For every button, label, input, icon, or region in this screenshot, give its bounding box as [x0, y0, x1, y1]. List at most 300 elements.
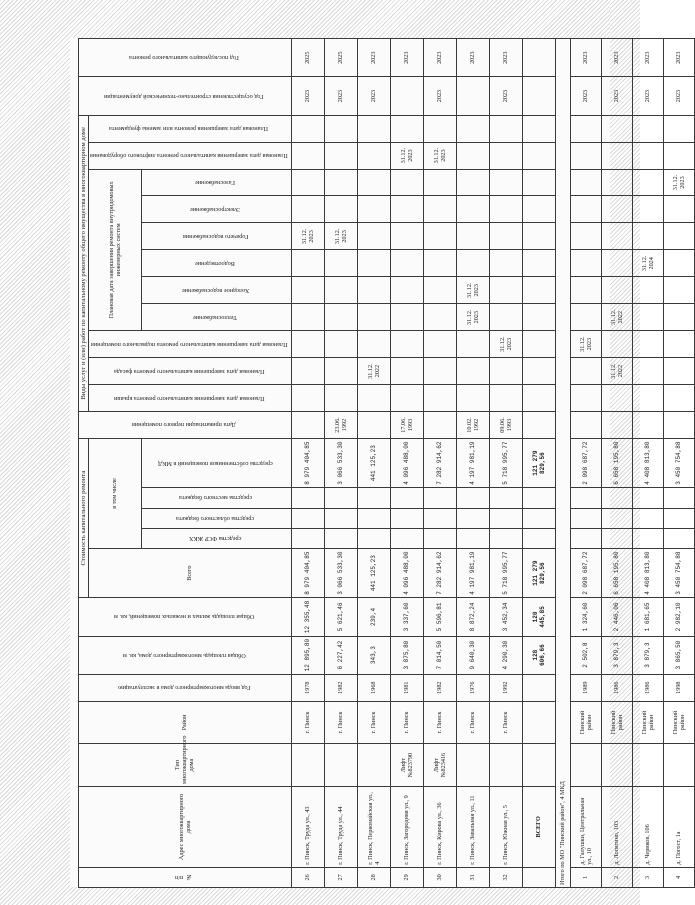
cell-basement [423, 331, 456, 358]
cell-survey [456, 77, 489, 115]
cell-regional [570, 508, 601, 528]
cell-local [291, 488, 324, 508]
table-row [570, 39, 601, 888]
cell-found [632, 115, 663, 142]
total-owners: 121 279 829,56 [522, 438, 555, 487]
cell-roof [357, 385, 390, 412]
cell-owners: 3 450 754,88 [663, 438, 694, 487]
total-district [522, 701, 555, 744]
cell-sewer [390, 250, 423, 277]
cell-heating: 31.12. 2023 [456, 304, 489, 331]
cell-next: 2023 [357, 39, 390, 77]
cell-local [390, 488, 423, 508]
cell-local [489, 488, 522, 508]
cell-facade [570, 358, 601, 385]
total-local [522, 488, 555, 508]
cell-heating [663, 304, 694, 331]
cell-type [663, 744, 694, 787]
cell-area_total: 2 502,8 [570, 636, 601, 674]
cell-district: Пинский район [601, 701, 632, 744]
cell-sewer [423, 250, 456, 277]
cell-priv [632, 411, 663, 438]
total-facade [522, 358, 555, 385]
cell-next: 2023 [632, 39, 663, 77]
cell-basement [456, 331, 489, 358]
col-elevator: Плановая дата завершения капитального ремонта лифтового оборудования [89, 142, 292, 169]
cell-area_total: 3 875,80 [390, 636, 423, 674]
cell-year: 1998 [663, 674, 694, 701]
register-table [78, 38, 695, 888]
cell-area_total: 343,3 [357, 636, 390, 674]
cell-heating [423, 304, 456, 331]
cell-facade [324, 358, 357, 385]
col-cost-local: средства местного бюджета [141, 488, 291, 508]
cell-fund [632, 528, 663, 548]
cell-heating [570, 304, 601, 331]
cell-local [324, 488, 357, 508]
cell-priv [423, 411, 456, 438]
cell-priv: 09.06. 1993 [489, 411, 522, 438]
table-row [601, 39, 632, 888]
table-row [456, 39, 489, 888]
cell-roof [663, 385, 694, 412]
cell-type [632, 744, 663, 787]
cell-area_living: 3 337,60 [390, 598, 423, 636]
cell-hot: 31.12. 2023 [291, 223, 324, 250]
cell-regional [456, 508, 489, 528]
cell-roof [291, 385, 324, 412]
cell-el [357, 196, 390, 223]
table-row [423, 39, 456, 888]
cell-heating [324, 304, 357, 331]
col-cost-group: Стоимость капитального ремонта [79, 438, 89, 597]
cell-owners: 4 197 981,19 [456, 438, 489, 487]
cell-area_living: 8 872,24 [456, 598, 489, 636]
cell-owners: 4 408 813,80 [632, 438, 663, 487]
section-title: Итого по МО "Пинский район", 4 МКД [555, 39, 570, 888]
total-area_living: 120 445,85 [522, 598, 555, 636]
cell-priv: 17.06. 1993 [390, 411, 423, 438]
cell-year: 1982 [423, 674, 456, 701]
cell-cold [324, 277, 357, 304]
cell-sewer [489, 250, 522, 277]
cell-owners: 4 096 488,00 [390, 438, 423, 487]
total-found [522, 115, 555, 142]
table-row [632, 39, 663, 888]
cell-area_total: 7 014,50 [423, 636, 456, 674]
cell-fund [601, 528, 632, 548]
col-heating: Теплоснабжение [141, 304, 291, 331]
col-systems-group: Плановая дата завершения ремонта внутридомовых инженерных систем [89, 169, 142, 331]
cell-cost: 3 066 533,30 [324, 548, 357, 597]
cell-survey: 2023 [570, 77, 601, 115]
cell-survey: 2023 [357, 77, 390, 115]
cell-cost: 4 408 813,80 [632, 548, 663, 597]
cell-el [456, 196, 489, 223]
cell-elev [570, 142, 601, 169]
cell-hot [390, 223, 423, 250]
cell-fund [390, 528, 423, 548]
cell-area_living: 239,4 [357, 598, 390, 636]
cell-cold [291, 277, 324, 304]
table-row [390, 39, 423, 888]
cell-gas [423, 169, 456, 196]
cell-basement [390, 331, 423, 358]
cell-area_living: 2 446,06 [601, 598, 632, 636]
cell-found [291, 115, 324, 142]
cell-cold [423, 277, 456, 304]
cell-elev [601, 142, 632, 169]
cell-found [663, 115, 694, 142]
cell-area_total: 12 895,80 [291, 636, 324, 674]
cell-num: 30 [423, 867, 456, 887]
cell-el [601, 196, 632, 223]
cell-priv: 10.02. 1992 [456, 411, 489, 438]
cell-elev [489, 142, 522, 169]
cell-area_living: 3 452,34 [489, 598, 522, 636]
cell-local [423, 488, 456, 508]
total-num [522, 867, 555, 887]
col-year: Год ввода многоквартирного дома в эксплуатацию [79, 674, 292, 701]
cell-regional [489, 508, 522, 528]
cell-address: г. Пинск, Первомайская ул., 4 [357, 786, 390, 867]
cell-elev: 31.12. 2023 [423, 142, 456, 169]
cell-cold: 31.12. 2023 [456, 277, 489, 304]
cell-priv [601, 411, 632, 438]
cell-area_living: 1 324,60 [570, 598, 601, 636]
cell-elev [324, 142, 357, 169]
cell-next: 2023 [390, 39, 423, 77]
col-privatization: Дата приватизации первого помещения [79, 411, 292, 438]
total-priv [522, 411, 555, 438]
cell-facade [456, 358, 489, 385]
cell-owners: 2 098 687,72 [570, 438, 601, 487]
cell-area_living: 1 681,65 [632, 598, 663, 636]
section-title-row [555, 39, 570, 888]
col-foundation: Плановая дата завершения ремонта или замены фундамента [89, 115, 292, 142]
cell-el [632, 196, 663, 223]
total-cost: 121 279 829,56 [522, 548, 555, 597]
total-survey [522, 77, 555, 115]
cell-num: 28 [357, 867, 390, 887]
table-row [324, 39, 357, 888]
table-row [489, 39, 522, 888]
rotated-register-table [78, 38, 686, 888]
cell-el [570, 196, 601, 223]
cell-sewer [291, 250, 324, 277]
cell-cost: 441 125,23 [357, 548, 390, 597]
cell-fund [423, 528, 456, 548]
cell-num: 1 [570, 867, 601, 887]
cell-survey: 2023 [324, 77, 357, 115]
cell-address: г. Пинск, Южная ул., 5 [489, 786, 522, 867]
cell-address: г. Пинск, Труда ул., 43 [291, 786, 324, 867]
cell-fund [456, 528, 489, 548]
cell-district: г. Пинск [456, 701, 489, 744]
cell-roof [390, 385, 423, 412]
cell-basement [663, 331, 694, 358]
cell-hot [632, 223, 663, 250]
cell-next: 2025 [291, 39, 324, 77]
total-area_total: 128 606,66 [522, 636, 555, 674]
cell-year: 1986 [632, 674, 663, 701]
cell-hot [570, 223, 601, 250]
cell-cost: 8 979 404,85 [291, 548, 324, 597]
cell-hot [601, 223, 632, 250]
cell-found [489, 115, 522, 142]
cell-district: Пинский район [663, 701, 694, 744]
cell-address: д. Лопатино, 103 [601, 786, 632, 867]
scan-border-left [0, 0, 70, 905]
cell-district: Пинский район [632, 701, 663, 744]
cell-heating [357, 304, 390, 331]
total-cold [522, 277, 555, 304]
table-row [291, 39, 324, 888]
cell-owners: 8 979 404,85 [291, 438, 324, 487]
cell-next: 2023 [570, 39, 601, 77]
cell-basement [357, 331, 390, 358]
cell-type [291, 744, 324, 787]
cell-area_living: 5 596,81 [423, 598, 456, 636]
cell-facade [423, 358, 456, 385]
col-cost-owners: средства собственников помещений в МКД [141, 438, 291, 487]
cell-regional [663, 508, 694, 528]
header-row-1 [79, 39, 89, 888]
cell-sewer [570, 250, 601, 277]
cell-basement [324, 331, 357, 358]
total-gas [522, 169, 555, 196]
cell-fund [324, 528, 357, 548]
cell-facade [291, 358, 324, 385]
col-facade: Плановая дата завершения капитального ремонта фасада [89, 358, 292, 385]
cell-basement [632, 331, 663, 358]
cell-area_total: 4 290,30 [489, 636, 522, 674]
cell-cold [601, 277, 632, 304]
cell-el [489, 196, 522, 223]
col-gas: Газоснабжение [141, 169, 291, 196]
cell-type: Лифт №823790 [390, 744, 423, 787]
cell-basement: 31.12. 2023 [489, 331, 522, 358]
cell-area_living: 12 355,48 [291, 598, 324, 636]
cell-elev [357, 142, 390, 169]
cell-cold [570, 277, 601, 304]
cell-fund [291, 528, 324, 548]
cell-found [357, 115, 390, 142]
cell-el [291, 196, 324, 223]
cell-survey: 2023 [489, 77, 522, 115]
cell-owners: 7 282 914,62 [423, 438, 456, 487]
cell-num: 31 [456, 867, 489, 887]
cell-elev [632, 142, 663, 169]
cell-sewer: 31.12. 2024 [632, 250, 663, 277]
cell-hot [663, 223, 694, 250]
cell-year: 1981 [390, 674, 423, 701]
cell-survey: 2023 [601, 77, 632, 115]
col-sewer: Водоотведение [141, 250, 291, 277]
total-elev [522, 142, 555, 169]
cell-regional [423, 508, 456, 528]
cell-year: 1978 [291, 674, 324, 701]
cell-num: 32 [489, 867, 522, 887]
cell-next: 2023 [663, 39, 694, 77]
cell-owners: 3 066 533,30 [324, 438, 357, 487]
cell-area_living: 2 982,10 [663, 598, 694, 636]
cell-year: 1976 [456, 674, 489, 701]
cell-area_total: 6 227,42 [324, 636, 357, 674]
cell-owners: 441 125,23 [357, 438, 390, 487]
cell-cost: 5 718 995,77 [489, 548, 522, 597]
cell-area_living: 5 621,46 [324, 598, 357, 636]
cell-area_total: 3 865,50 [663, 636, 694, 674]
cell-priv [357, 411, 390, 438]
table-row [357, 39, 390, 888]
cell-priv [570, 411, 601, 438]
cell-cost: 2 098 687,72 [570, 548, 601, 597]
cell-roof [456, 385, 489, 412]
cell-hot: 31.12. 2023 [324, 223, 357, 250]
cell-cold [357, 277, 390, 304]
cell-area_total: 9 640,30 [456, 636, 489, 674]
cell-el [423, 196, 456, 223]
cell-district: г. Пинск [423, 701, 456, 744]
cell-elev: 31.12. 2023 [390, 142, 423, 169]
cell-type [601, 744, 632, 787]
cell-el [324, 196, 357, 223]
cell-num: 2 [601, 867, 632, 887]
cell-roof [423, 385, 456, 412]
cell-gas [489, 169, 522, 196]
cell-address: г. Пинск, Загородняя ул., 9 [390, 786, 423, 867]
cell-priv [663, 411, 694, 438]
cell-facade: 31.12. 2022 [601, 358, 632, 385]
cell-gas [291, 169, 324, 196]
cell-num: 3 [632, 867, 663, 887]
cell-cold [632, 277, 663, 304]
cell-gas [456, 169, 489, 196]
cell-survey [390, 77, 423, 115]
cell-type [324, 744, 357, 787]
cell-fund [357, 528, 390, 548]
col-next: Год последующего капитального ремонта [79, 39, 292, 77]
cell-basement [601, 331, 632, 358]
col-hot-water: Горячего водоснабжения [141, 223, 291, 250]
cell-regional [601, 508, 632, 528]
cell-el [390, 196, 423, 223]
cell-gas [324, 169, 357, 196]
col-cost-total: Всего [89, 548, 292, 597]
cell-num: 27 [324, 867, 357, 887]
table-row [663, 39, 694, 888]
cell-local [570, 488, 601, 508]
cell-regional [291, 508, 324, 528]
cell-year: 1992 [489, 674, 522, 701]
cell-gas [570, 169, 601, 196]
cell-found [456, 115, 489, 142]
cell-regional [390, 508, 423, 528]
cell-sewer [601, 250, 632, 277]
cell-elev [663, 142, 694, 169]
cell-cold [390, 277, 423, 304]
cell-local [357, 488, 390, 508]
cell-type: Лифт №823416 [423, 744, 456, 787]
total-regional [522, 508, 555, 528]
cell-roof [489, 385, 522, 412]
cell-gas: 31.12. 2023 [663, 169, 694, 196]
cell-district: г. Пинск [291, 701, 324, 744]
cell-found [423, 115, 456, 142]
cell-heating [291, 304, 324, 331]
col-survey: Год осуществления строительно-технической документации [79, 77, 292, 115]
cell-found [570, 115, 601, 142]
cell-sewer [663, 250, 694, 277]
cell-address: д. Галушки, Центральная ул., 10 [570, 786, 601, 867]
cell-sewer [357, 250, 390, 277]
cell-area_total: 3 879,3 [601, 636, 632, 674]
cell-year: 1968 [357, 674, 390, 701]
cell-found [601, 115, 632, 142]
total-address: ВСЕГО [522, 786, 555, 867]
cell-found [324, 115, 357, 142]
cell-cold [489, 277, 522, 304]
cell-type [357, 744, 390, 787]
cell-num: 26 [291, 867, 324, 887]
cell-address: д. Погост, 1а [663, 786, 694, 867]
cell-basement: 31.12. 2023 [570, 331, 601, 358]
total-row [522, 39, 555, 888]
cell-facade [489, 358, 522, 385]
cell-roof [632, 385, 663, 412]
total-type [522, 744, 555, 787]
total-hot [522, 223, 555, 250]
cell-address: д. Чериков, 106 [632, 786, 663, 867]
cell-regional [632, 508, 663, 528]
col-address: Адрес многоквартирного дома [79, 786, 292, 867]
cell-address: г. Пинск, Завальная ул., 11 [456, 786, 489, 867]
cell-survey: 2023 [291, 77, 324, 115]
total-roof [522, 385, 555, 412]
cell-gas [601, 169, 632, 196]
cell-district: г. Пинск [489, 701, 522, 744]
cell-heating [489, 304, 522, 331]
total-fund [522, 528, 555, 548]
total-next [522, 39, 555, 77]
cell-year: 1989 [570, 674, 601, 701]
cell-cost: 3 450 754,88 [663, 548, 694, 597]
cell-next: 2023 [423, 39, 456, 77]
cell-elev [456, 142, 489, 169]
cell-hot [489, 223, 522, 250]
cell-local [663, 488, 694, 508]
cell-facade [632, 358, 663, 385]
cell-survey: 2023 [632, 77, 663, 115]
cell-district: г. Пинск [390, 701, 423, 744]
cell-cost: 7 282 914,62 [423, 548, 456, 597]
cell-priv [291, 411, 324, 438]
cell-owners: 5 718 995,77 [489, 438, 522, 487]
cell-local [456, 488, 489, 508]
cell-year: 1986 [601, 674, 632, 701]
col-type: Тип многоквартирного дома [79, 744, 292, 787]
cell-owners: 6 658 195,80 [601, 438, 632, 487]
cell-district: г. Пинск [357, 701, 390, 744]
cell-cost: 4 096 488,00 [390, 548, 423, 597]
col-basement: Плановая дата завершения капитального ремонта подвального помещения [89, 331, 292, 358]
total-year [522, 674, 555, 701]
cell-year: 1982 [324, 674, 357, 701]
total-heating [522, 304, 555, 331]
scan-border-bottom [0, 887, 640, 905]
cell-hot [357, 223, 390, 250]
